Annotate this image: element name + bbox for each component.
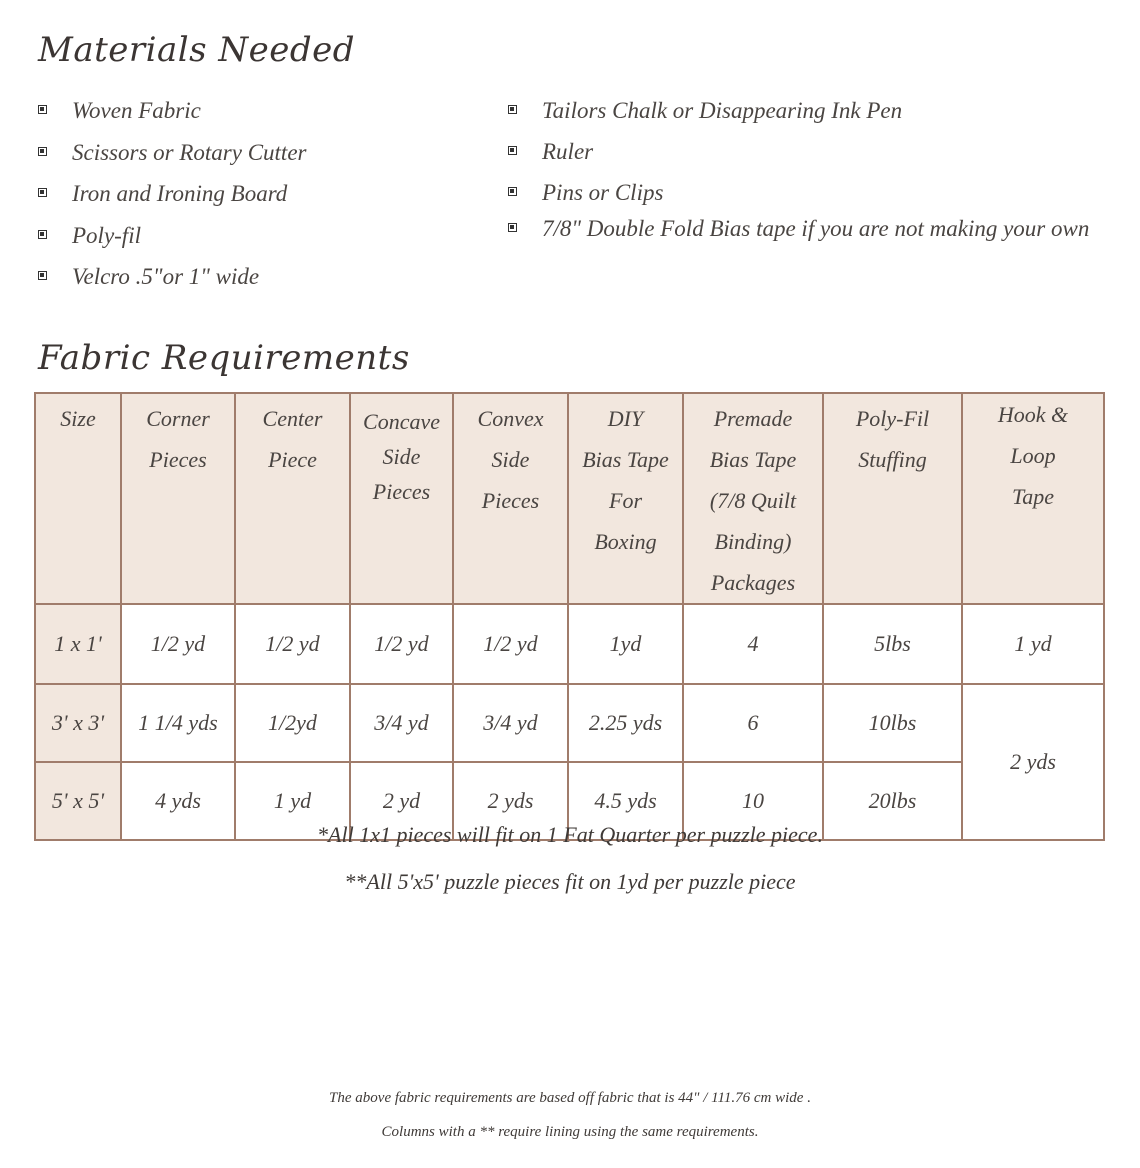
table-cell: 2 yd (350, 762, 453, 840)
checkbox-bullet-icon (38, 105, 47, 114)
checkbox-bullet-icon (38, 230, 47, 239)
cell-size: 3' x 3' (35, 684, 121, 762)
header-hook-loop-tape: Hook & Loop Tape (962, 393, 1104, 604)
header-corner-pieces: Corner Pieces (121, 393, 235, 604)
fabric-requirements-table (34, 392, 1105, 841)
table-footnote-1: *All 1x1 pieces will fit on 1 Fat Quarter per puzzle piece. (317, 822, 823, 847)
table-cell: 3/4 yd (453, 684, 568, 762)
table-cell: 1/2yd (235, 684, 350, 762)
table-cell-merged: 2 yds (962, 684, 1104, 840)
checkbox-bullet-icon (508, 105, 517, 114)
list-item: Velcro .5"or 1" wide (38, 262, 458, 304)
table-row (35, 684, 1104, 762)
table-cell: 10lbs (823, 684, 962, 762)
table-cell: 4.5 yds (568, 762, 683, 840)
checkbox-bullet-icon (508, 146, 517, 155)
header-size: Size (35, 393, 121, 604)
fabric-requirements-heading: Fabric Requirements (38, 338, 410, 378)
table-cell: 1 yd (962, 604, 1104, 684)
header-concave-side-pieces: Concave Side Pieces (350, 393, 453, 604)
checkbox-bullet-icon (38, 147, 47, 156)
list-item: Scissors or Rotary Cutter (38, 138, 458, 180)
cell-size: 5' x 5' (35, 762, 121, 840)
fabric-width-note: The above fabric requirements are based off fabric that is 44" / 111.76 cm wide . (329, 1090, 811, 1106)
checkbox-bullet-icon (38, 188, 47, 197)
table-cell: 2 yds (453, 762, 568, 840)
cell-size: 1 x 1' (35, 604, 121, 684)
checkbox-bullet-icon (508, 187, 517, 196)
list-item: Tailors Chalk or Disappearing Ink Pen (508, 96, 1100, 137)
header-poly-fil-stuffing: Poly-Fil Stuffing (823, 393, 962, 604)
table-cell: 10 (683, 762, 823, 840)
table-cell: 1/2 yd (121, 604, 235, 684)
list-item: Poly-fil (38, 221, 458, 263)
table-cell: 4 (683, 604, 823, 684)
table-cell: 1yd (568, 604, 683, 684)
table-cell: 6 (683, 684, 823, 762)
lining-note: Columns with a ** require lining using the same requirements. (381, 1124, 759, 1140)
header-diy-bias-tape: DIY Bias Tape For Boxing (568, 393, 683, 604)
materials-list-left (38, 96, 458, 304)
header-center-piece: Center Piece (235, 393, 350, 604)
table-cell: 2.25 yds (568, 684, 683, 762)
header-convex-side-pieces: Convex Side Pieces (453, 393, 568, 604)
header-premade-bias-tape: Premade Bias Tape (7/8 Quilt Binding) Packages (683, 393, 823, 604)
materials-heading: Materials Needed (38, 30, 356, 70)
table-footnote-2: **All 5'x5' puzzle pieces fit on 1yd per puzzle piece (344, 869, 796, 894)
checkbox-bullet-icon (38, 271, 47, 280)
table-cell: 1 yd (235, 762, 350, 840)
table-cell: 1/2 yd (453, 604, 568, 684)
table-cell: 1/2 yd (235, 604, 350, 684)
list-item: Ruler (508, 137, 1100, 178)
table-cell: 20lbs (823, 762, 962, 840)
list-item: Iron and Ironing Board (38, 179, 458, 221)
list-item: 7/8" Double Fold Bias tape if you are not making your own (508, 209, 1100, 249)
table-cell: 3/4 yd (350, 684, 453, 762)
table-header-row (35, 393, 1104, 604)
list-item: Woven Fabric (38, 96, 458, 138)
list-item: Pins or Clips (508, 178, 1100, 209)
table-cell: 4 yds (121, 762, 235, 840)
table-cell: 1 1/4 yds (121, 684, 235, 762)
table-cell: 5lbs (823, 604, 962, 684)
table-cell: 1/2 yd (350, 604, 453, 684)
materials-list-right (508, 96, 1100, 249)
checkbox-bullet-icon (508, 223, 517, 232)
table-row (35, 604, 1104, 684)
